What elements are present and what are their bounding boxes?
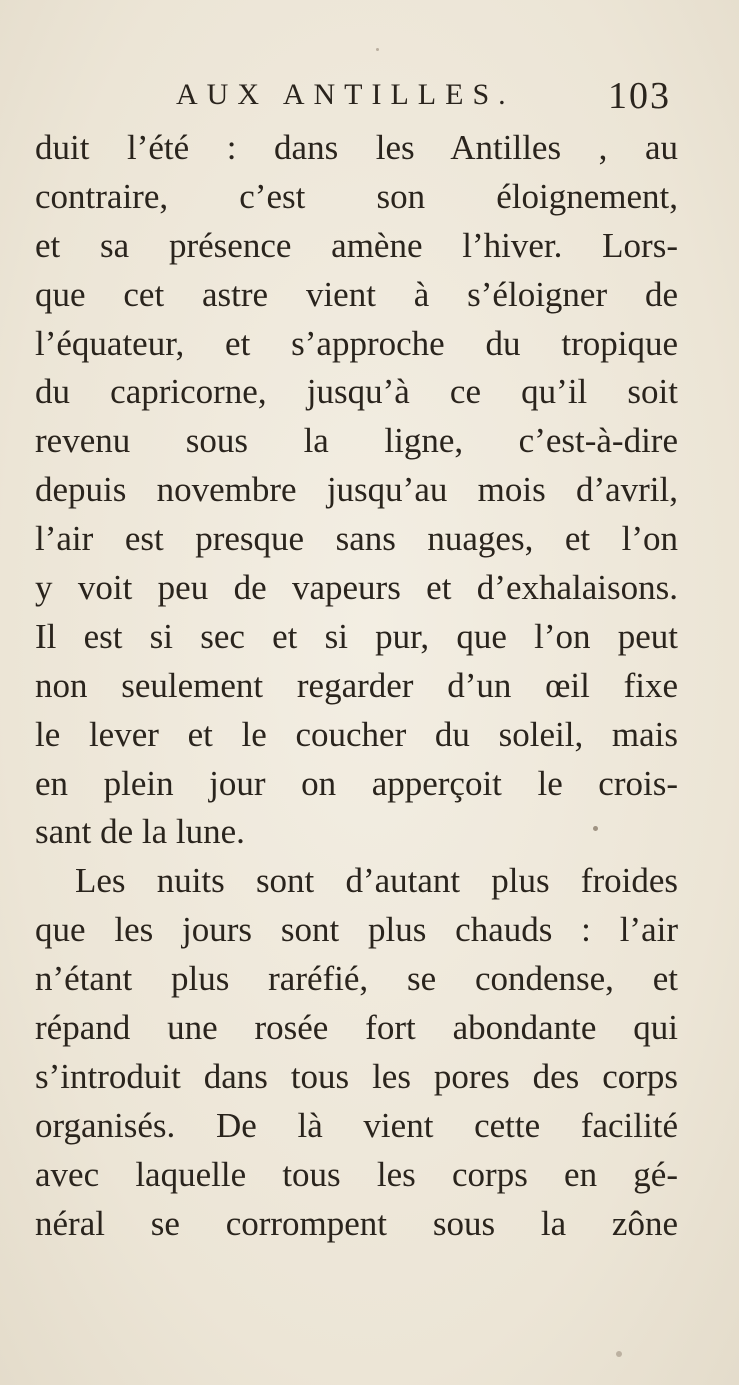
paragraph-start-line: Les nuits sont d’autant plus froides (75, 861, 678, 901)
text-line: le lever et le coucher du soleil, mais (35, 714, 678, 754)
text-line: que cet astre vient à s’éloigner de (35, 274, 678, 314)
text-line: en plein jour on apperçoit le crois- (35, 763, 678, 803)
text-line: que les jours sont plus chauds : l’air (35, 910, 678, 950)
paper-speck (376, 48, 379, 51)
body-text (35, 124, 678, 1248)
text-line: du capricorne, jusqu’à ce qu’il soit (35, 372, 678, 412)
running-head: AUX ANTILLES. (176, 78, 515, 111)
text-line: l’équateur, et s’approche du tropique (35, 323, 678, 363)
text-line: organisés. De là vient cette facilité (35, 1105, 678, 1145)
paper-speck (616, 1351, 622, 1357)
text-line: contraire, c’est son éloignement, (35, 176, 678, 216)
text-line: s’introduit dans tous les pores des corps (35, 1056, 678, 1096)
text-line: sant de la lune. (35, 812, 245, 852)
text-line: y voit peu de vapeurs et d’exhalaisons. (35, 568, 678, 608)
text-line: Il est si sec et si pur, que l’on peut (35, 616, 678, 656)
text-line: n’étant plus raréfié, se condense, et (35, 959, 678, 999)
text-line: l’air est presque sans nuages, et l’on (35, 519, 678, 559)
text-line: revenu sous la ligne, c’est-à-dire (35, 421, 678, 461)
text-line: et sa présence amène l’hiver. Lors- (35, 225, 678, 265)
paper-speck (593, 826, 598, 831)
text-line: néral se corrompent sous la zône (35, 1203, 678, 1243)
text-line: avec laquelle tous les corps en gé- (35, 1154, 678, 1194)
page-header (0, 74, 739, 124)
text-line: duit l’été : dans les Antilles , au (35, 128, 678, 167)
page-number: 103 (608, 75, 671, 117)
text-line: non seulement regarder d’un œil fixe (35, 665, 678, 705)
text-line: répand une rosée fort abondante qui (35, 1008, 678, 1048)
text-line: depuis novembre jusqu’au mois d’avril, (35, 470, 678, 510)
